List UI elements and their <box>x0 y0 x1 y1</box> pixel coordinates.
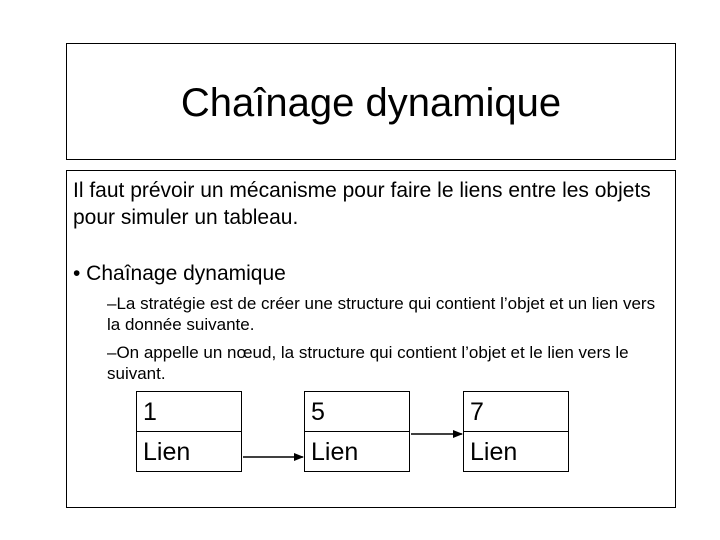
node-3-link: Lien <box>470 438 518 466</box>
node-3-value: 7 <box>464 392 568 432</box>
node-1-value: 1 <box>137 392 241 432</box>
sub-item-1: –La stratégie est de créer une structure qui contient l’objet et un lien vers la donnée suivante. <box>107 294 656 334</box>
node-2-link: Lien <box>311 438 359 466</box>
bullet-item: • Chaînage dynamique <box>73 262 286 285</box>
node-2-value: 5 <box>305 392 409 432</box>
intro-text: Il faut prévoir un mécanisme pour faire le liens entre les objets pour simuler un tableau. <box>73 179 651 229</box>
sub-item-2: –On appelle un nœud, la structure qui contient l’objet et le lien vers le suivant. <box>107 343 629 383</box>
slide-title: Chaînage dynamique <box>180 80 562 125</box>
node-1-link: Lien <box>143 438 191 466</box>
